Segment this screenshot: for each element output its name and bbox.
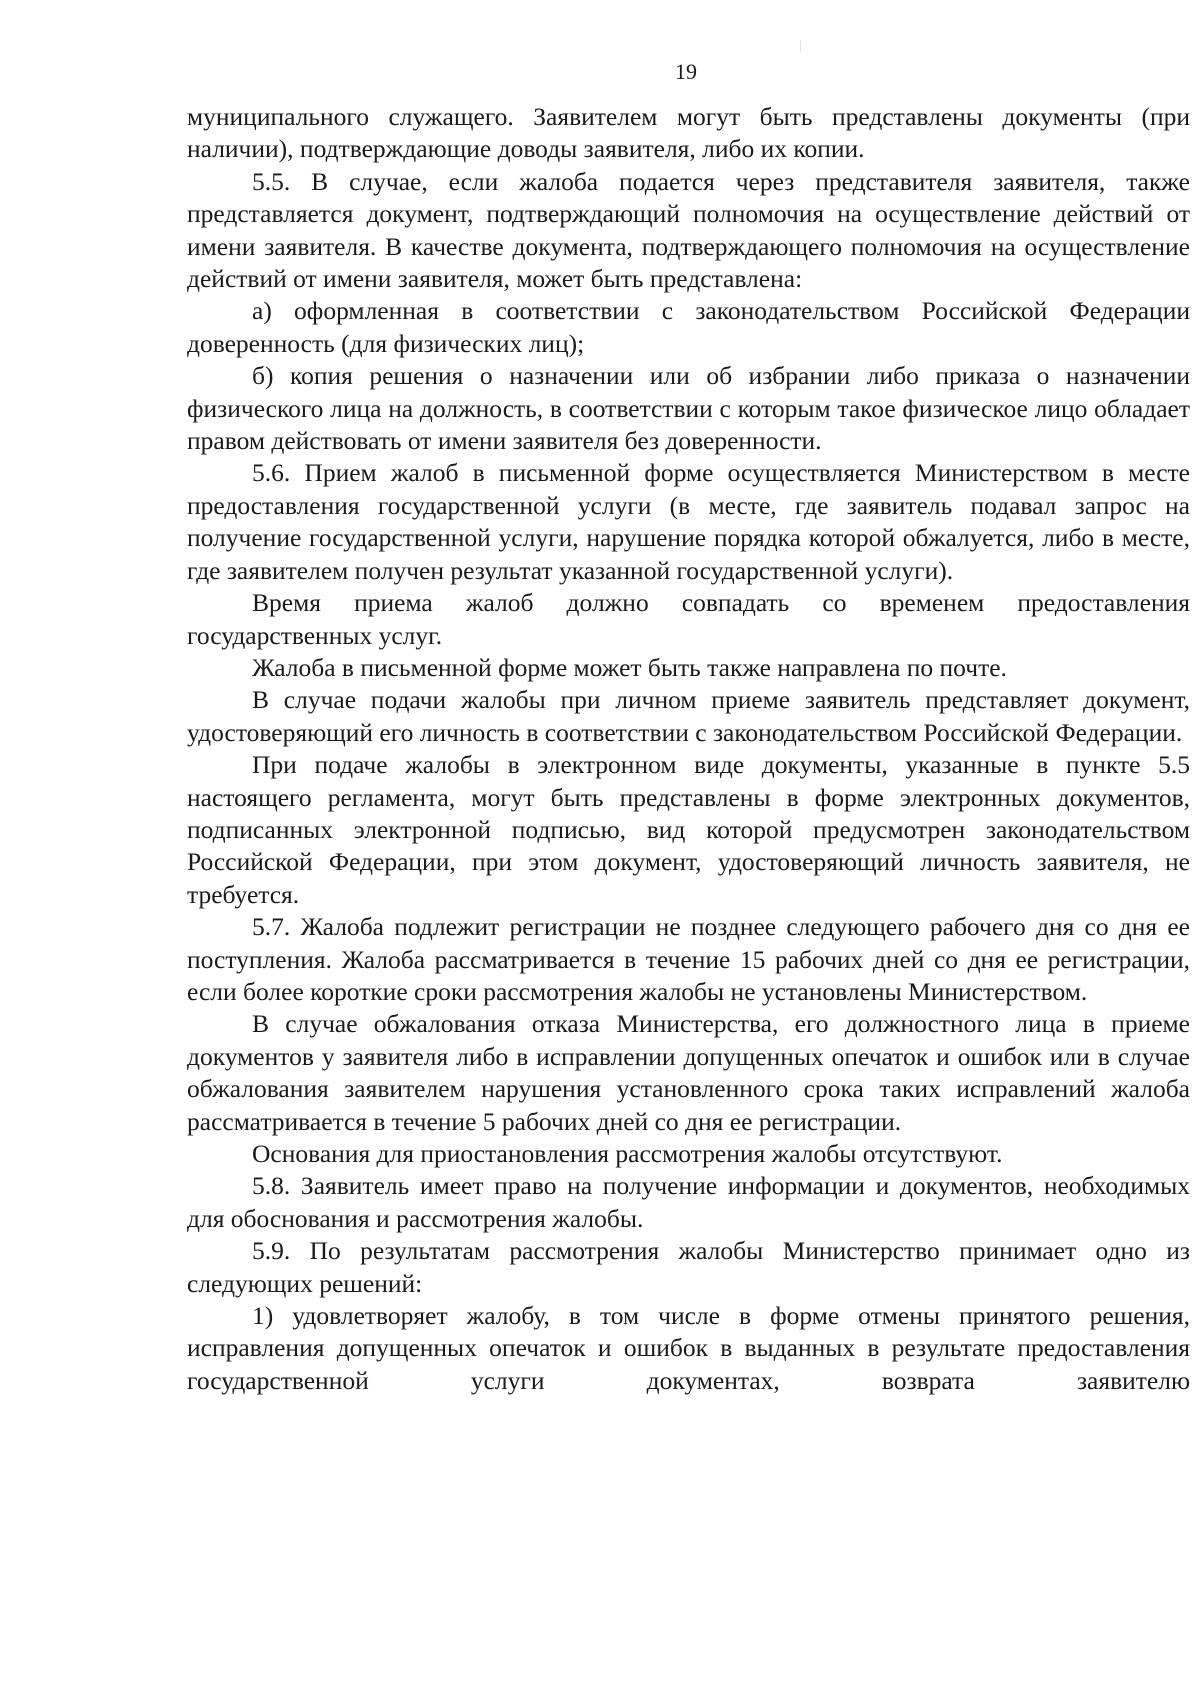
paragraph-personal-reception: В случае подачи жалобы при личном приеме заявитель представляет документ, удостоверяющий его личность в соответствии с законодательством Российской Федерации. xyxy=(187,685,1190,747)
paragraph-continuation: муниципального служащего. Заявителем могут быть представлены документы (при наличии), подтверждающие доводы заявителя, либо их копии. xyxy=(187,102,1190,164)
paragraph-5-5: 5.5. В случае, если жалоба подается через представителя заявителя, также представляется документ, подтверждающий полномочия на осуществление действий от имени заявителя. В качестве документа, подтверждающего полномочия на осуществление действий от имени заявителя, может быть представлена: xyxy=(187,166,1190,294)
paragraph-no-suspension: Основания для приостановления рассмотрения жалобы отсутствуют. xyxy=(252,1139,1003,1168)
paragraph-5-8: 5.8. Заявитель имеет право на получение информации и документов, необходимых для обоснования и рассмотрения жалобы. xyxy=(187,1171,1190,1233)
list-item-1: 1) удовлетворяет жалобу, в том числе в форме отмены принятого решения, исправления допущенных опечаток и ошибок в выданных в результате предоставления государственной услуги документах, возврата заявителю xyxy=(187,1301,1190,1395)
document-body xyxy=(187,101,1190,1397)
paragraph-refusal-appeal: В случае обжалования отказа Министерства, его должностного лица в приеме документов у заявителя либо в исправлении допущенных опечаток и ошибок или в случае обжалования заявителем нарушения установленного срока таких исправлений жалоба рассматривается в течение 5 рабочих дней со дня ее регистрации. xyxy=(187,1009,1190,1136)
paragraph-5-6: 5.6. Прием жалоб в письменной форме осуществляется Министерством в месте предоставления государственной услуги (в месте, где заявитель подавал запрос на получение государственной услуги, нарушение порядка которой обжалуется, либо в месте, где заявителем получен результат указанной государственной услуги). xyxy=(187,458,1190,585)
paragraph-5-9: 5.9. По результатам рассмотрения жалобы Министерство принимает одно из следующих решений: xyxy=(187,1236,1190,1298)
paragraph-by-mail: Жалоба в письменной форме может быть также направлена по почте. xyxy=(252,652,1007,682)
paragraph-electronic-submission: При подаче жалобы в электронном виде документы, указанные в пункте 5.5 настоящего регламента, могут быть представлены в форме электронных документов, подписанных электронной подписью, вид которой предусмотрен законодательством Российской Федерации, при этом документ, удостоверяющий личность заявителя, не требуется. xyxy=(187,750,1190,909)
paragraph-reception-time: Время приема жалоб должно совпадать со временем предоставления государственных услуг. xyxy=(187,588,1190,650)
list-item-a: а) оформленная в соответствии с законодательством Российской Федерации доверенность (для физических лиц); xyxy=(187,296,1190,358)
list-item-b: б) копия решения о назначении или об избрании либо приказа о назначении физического лица на должность, в соответствии с которым такое физическое лицо обладает правом действовать от имени заявителя без доверенности. xyxy=(187,361,1190,456)
scan-mark xyxy=(800,40,801,52)
paragraph-5-7: 5.7. Жалоба подлежит регистрации не позднее следующего рабочего дня со дня ее поступления. Жалоба рассматривается в течение 15 рабочих дней со дня ее регистрации, если более короткие сроки рассмотрения жалобы не установлены Министерством. xyxy=(187,912,1190,1006)
page-number: 19 xyxy=(675,59,697,84)
